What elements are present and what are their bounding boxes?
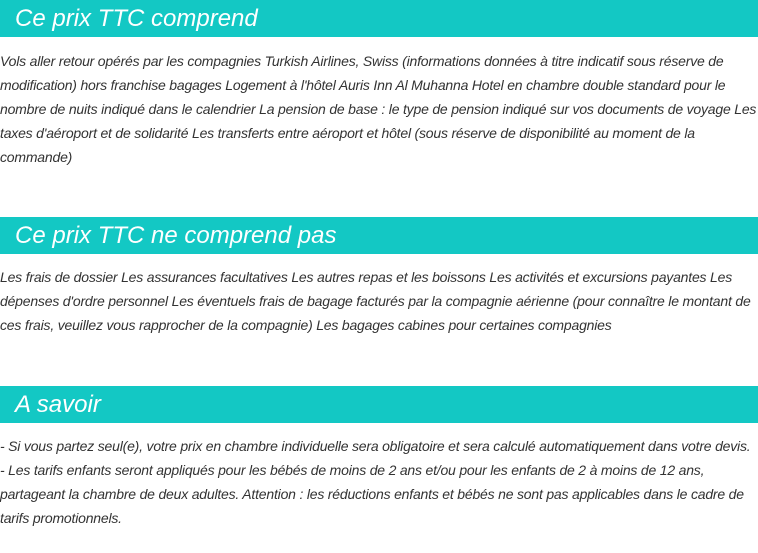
included-paragraph: Vols aller retour opérés par les compagnies Turkish Airlines, Swiss (informations données à titre indicatif sous réserve de modification) hors franchise bagages Logement à l'hôtel Auris Inn Al Muhanna Hotel en chambre double standard pour le nombre de nuits indiqué dans le calendrier La pension de base : le type de pension indiqué sur vos documents de voyage Les taxes d'aéroport et de solidarité Les transferts entre aéroport et hôtel (sous réserve de disponibilité au moment de la commande) bbox=[0, 53, 757, 165]
section-title-included: Ce prix TTC comprend bbox=[0, 0, 758, 37]
section-body-included bbox=[0, 49, 758, 169]
section-body-not-included bbox=[0, 265, 758, 337]
section-title-not-included: Ce prix TTC ne comprend pas bbox=[0, 217, 758, 254]
section-body-good-to-know bbox=[0, 434, 758, 530]
good-to-know-paragraph-solo: - Si vous partez seul(e), votre prix en chambre individuelle sera obligatoire et sera calculé automatiquement dans votre devis. bbox=[0, 438, 751, 454]
good-to-know-paragraph-children: - Les tarifs enfants seront appliqués pour les bébés de moins de 2 ans et/ou pour les enfants de 2 à moins de 12 ans, partageant la chambre de deux adultes. Attention : les réductions enfants et bébés ne sont pas applicables dans le cadre de tarifs promotionnels. bbox=[0, 462, 744, 526]
section-title-good-to-know: A savoir bbox=[0, 386, 758, 423]
not-included-paragraph: Les frais de dossier Les assurances facultatives Les autres repas et les boissons Les activités et excursions payantes Les dépenses d'ordre personnel Les éventuels frais de bagage facturés par la compagnie aérienne (pour connaître le montant de ces frais, veuillez vous rapprocher de la compagnie) Les bagages cabines pour certaines compagnies bbox=[0, 269, 751, 333]
